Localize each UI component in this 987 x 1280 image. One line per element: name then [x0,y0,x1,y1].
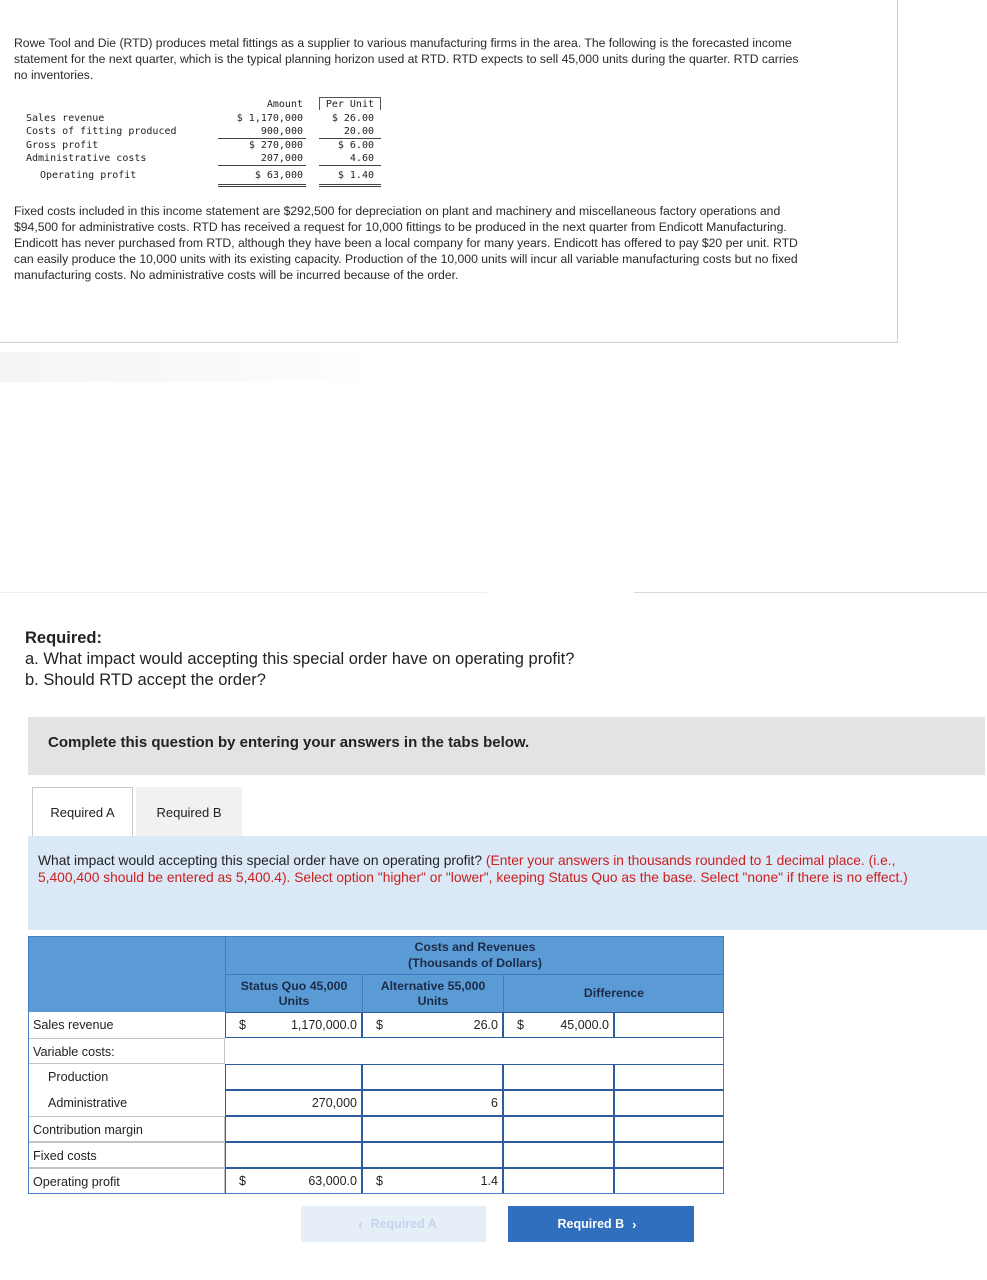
cell-value: 1.4 [480,1174,498,1188]
tab-required-b[interactable]: Required B [136,787,242,837]
income-row-amount: 900,000 [260,126,303,137]
dollar-sign: $ [239,1018,246,1032]
costs-revenues-header [225,936,724,974]
required-a-text: a. What impact would accepting this special order have on operating profit? [25,650,575,668]
status-quo-contribution-input[interactable] [225,1116,362,1142]
alternative-header [362,974,503,1012]
header-per-unit: Per Unit [325,99,374,110]
status-quo-production-input[interactable] [225,1064,362,1090]
table-header-blank [28,936,225,1012]
row-label-administrative: Administrative [28,1090,225,1116]
problem-statement-panel [0,0,898,343]
income-row-label: Administrative costs [26,153,147,164]
cell-value: 45,000.0 [560,1018,609,1032]
status-quo-operating-profit-input[interactable] [225,1168,362,1194]
divider [0,592,487,593]
next-button-label: Required B [557,1217,625,1231]
difference-sales-select[interactable] [614,1012,724,1038]
alternative-administrative-input[interactable] [362,1090,503,1116]
status-quo-header-text: Status Quo 45,000 Units [240,978,348,1008]
status-quo-fixed-costs-input[interactable] [225,1142,362,1168]
income-row-amount: $ 1,170,000 [236,113,303,124]
row-label-operating-profit: Operating profit [28,1168,225,1194]
difference-fixed-costs-select[interactable] [614,1142,724,1168]
alternative-sales-input[interactable] [362,1012,503,1038]
status-quo-header [225,974,362,1012]
difference-fixed-costs-input[interactable] [503,1142,614,1168]
difference-operating-profit-input[interactable] [503,1168,614,1194]
difference-contribution-select[interactable] [614,1116,724,1142]
income-row-label: Sales revenue [26,113,105,124]
alternative-header-text: Alternative 55,000 Units [380,978,486,1008]
cell-value: 63,000.0 [308,1174,357,1188]
faded-artifact [0,352,360,382]
difference-header-text: Difference [583,986,645,1000]
problem-intro-text: Rowe Tool and Die (RTD) produces metal fittings as a supplier to various manufacturing firms in the area. The following is the forecasted income statement for the next quarter, which is the typical planning horizon used at RTD. RTD expects to sell 45,000 units during the quarter. RTD carries no inventories. [14,36,799,82]
row-label-fixed-costs: Fixed costs [28,1142,225,1168]
difference-header [503,974,724,1012]
dollar-sign: $ [239,1174,246,1188]
dollar-sign: $ [517,1018,524,1032]
chevron-left-icon: ‹ [358,1216,363,1232]
alternative-operating-profit-input[interactable] [362,1168,503,1194]
prev-button-label: Required A [370,1217,437,1231]
difference-production-input[interactable] [503,1064,614,1090]
alternative-fixed-costs-input[interactable] [362,1142,503,1168]
row-label-contribution-margin: Contribution margin [28,1116,225,1142]
difference-administrative-select[interactable] [614,1090,724,1116]
header-amount: Amount [266,99,303,110]
income-row-amount: $ 270,000 [248,140,303,151]
status-quo-administrative-input[interactable] [225,1090,362,1116]
income-row-amount: $ 63,000 [254,170,303,181]
row-label-variable-costs: Variable costs: [28,1038,225,1064]
prev-required-a-button[interactable] [301,1206,486,1242]
alternative-contribution-input[interactable] [362,1116,503,1142]
difference-sales-input[interactable] [503,1012,614,1038]
income-row-label: Operating profit [40,170,137,181]
dollar-sign: $ [376,1174,383,1188]
cell-value: 6 [491,1096,498,1110]
income-row-per-unit: $ 6.00 [337,140,374,151]
difference-administrative-input[interactable] [503,1090,614,1116]
cell-value: 270,000 [311,1096,357,1110]
required-heading: Required: [25,629,103,647]
question-prompt: What impact would accepting this special order have on operating profit? [38,853,483,868]
dollar-sign: $ [376,1018,383,1032]
difference-operating-profit-select[interactable] [614,1168,724,1194]
status-quo-sales-input[interactable] [225,1012,362,1038]
answer-table [28,936,724,1194]
chevron-right-icon: › [632,1216,637,1232]
income-row-per-unit: 4.60 [349,153,374,164]
next-required-b-button[interactable] [508,1206,694,1242]
cell-value: 1,170,000.0 [290,1018,357,1032]
row-label-sales-revenue: Sales revenue [28,1012,225,1038]
tab-required-a[interactable]: Required A [32,787,133,837]
instruction-text: Complete this question by entering your answers in the tabs below. [48,734,530,751]
question-panel [28,836,987,930]
row-label-production: Production [28,1064,225,1090]
required-section [25,628,574,691]
difference-contribution-input[interactable] [503,1116,614,1142]
income-row-per-unit: $ 1.40 [337,170,374,181]
difference-production-select[interactable] [614,1064,724,1090]
income-row-label: Gross profit [26,140,99,151]
divider [634,592,987,593]
required-b-text: b. Should RTD accept the order? [25,671,266,689]
income-row-label: Costs of fitting produced [26,126,177,137]
income-row-per-unit: 20.00 [343,126,374,137]
alternative-production-input[interactable] [362,1064,503,1090]
fixed-costs-text: Fixed costs included in this income statement are $292,500 for depreciation on plant and machinery and miscellaneous factory operations and $94,500 for administrative costs. RTD has received a request for 10,000 fittings to be produced in the next quarter from Endicott Manufacturing. Endicott has never purchased from RTD, although they have been a local company for many years. Endicott has offered to pay $20 per unit. RTD can easily produce the 10,000 units with its existing capacity. Production of the 10,000 units will incur all variable manufacturing costs but no fixed manufacturing costs. No administrative costs will be incurred because of the order. [14,204,798,282]
income-row-amount: 207,000 [260,153,303,164]
costs-revenues-header-text: Costs and Revenues (Thousands of Dollars) [408,940,542,970]
question-note: (Enter your answers in thousands rounded to 1 decimal place. (i.e., 5,400,400 should be entered as 5,400.4). Select option "higher" or "lower", keeping Status Quo as the base. Select "none" if there is no effect.) [38,853,908,885]
income-row-per-unit: $ 26.00 [331,113,374,124]
instruction-bar [28,717,985,775]
question-text [38,852,958,886]
cell-value: 26.0 [473,1018,498,1032]
